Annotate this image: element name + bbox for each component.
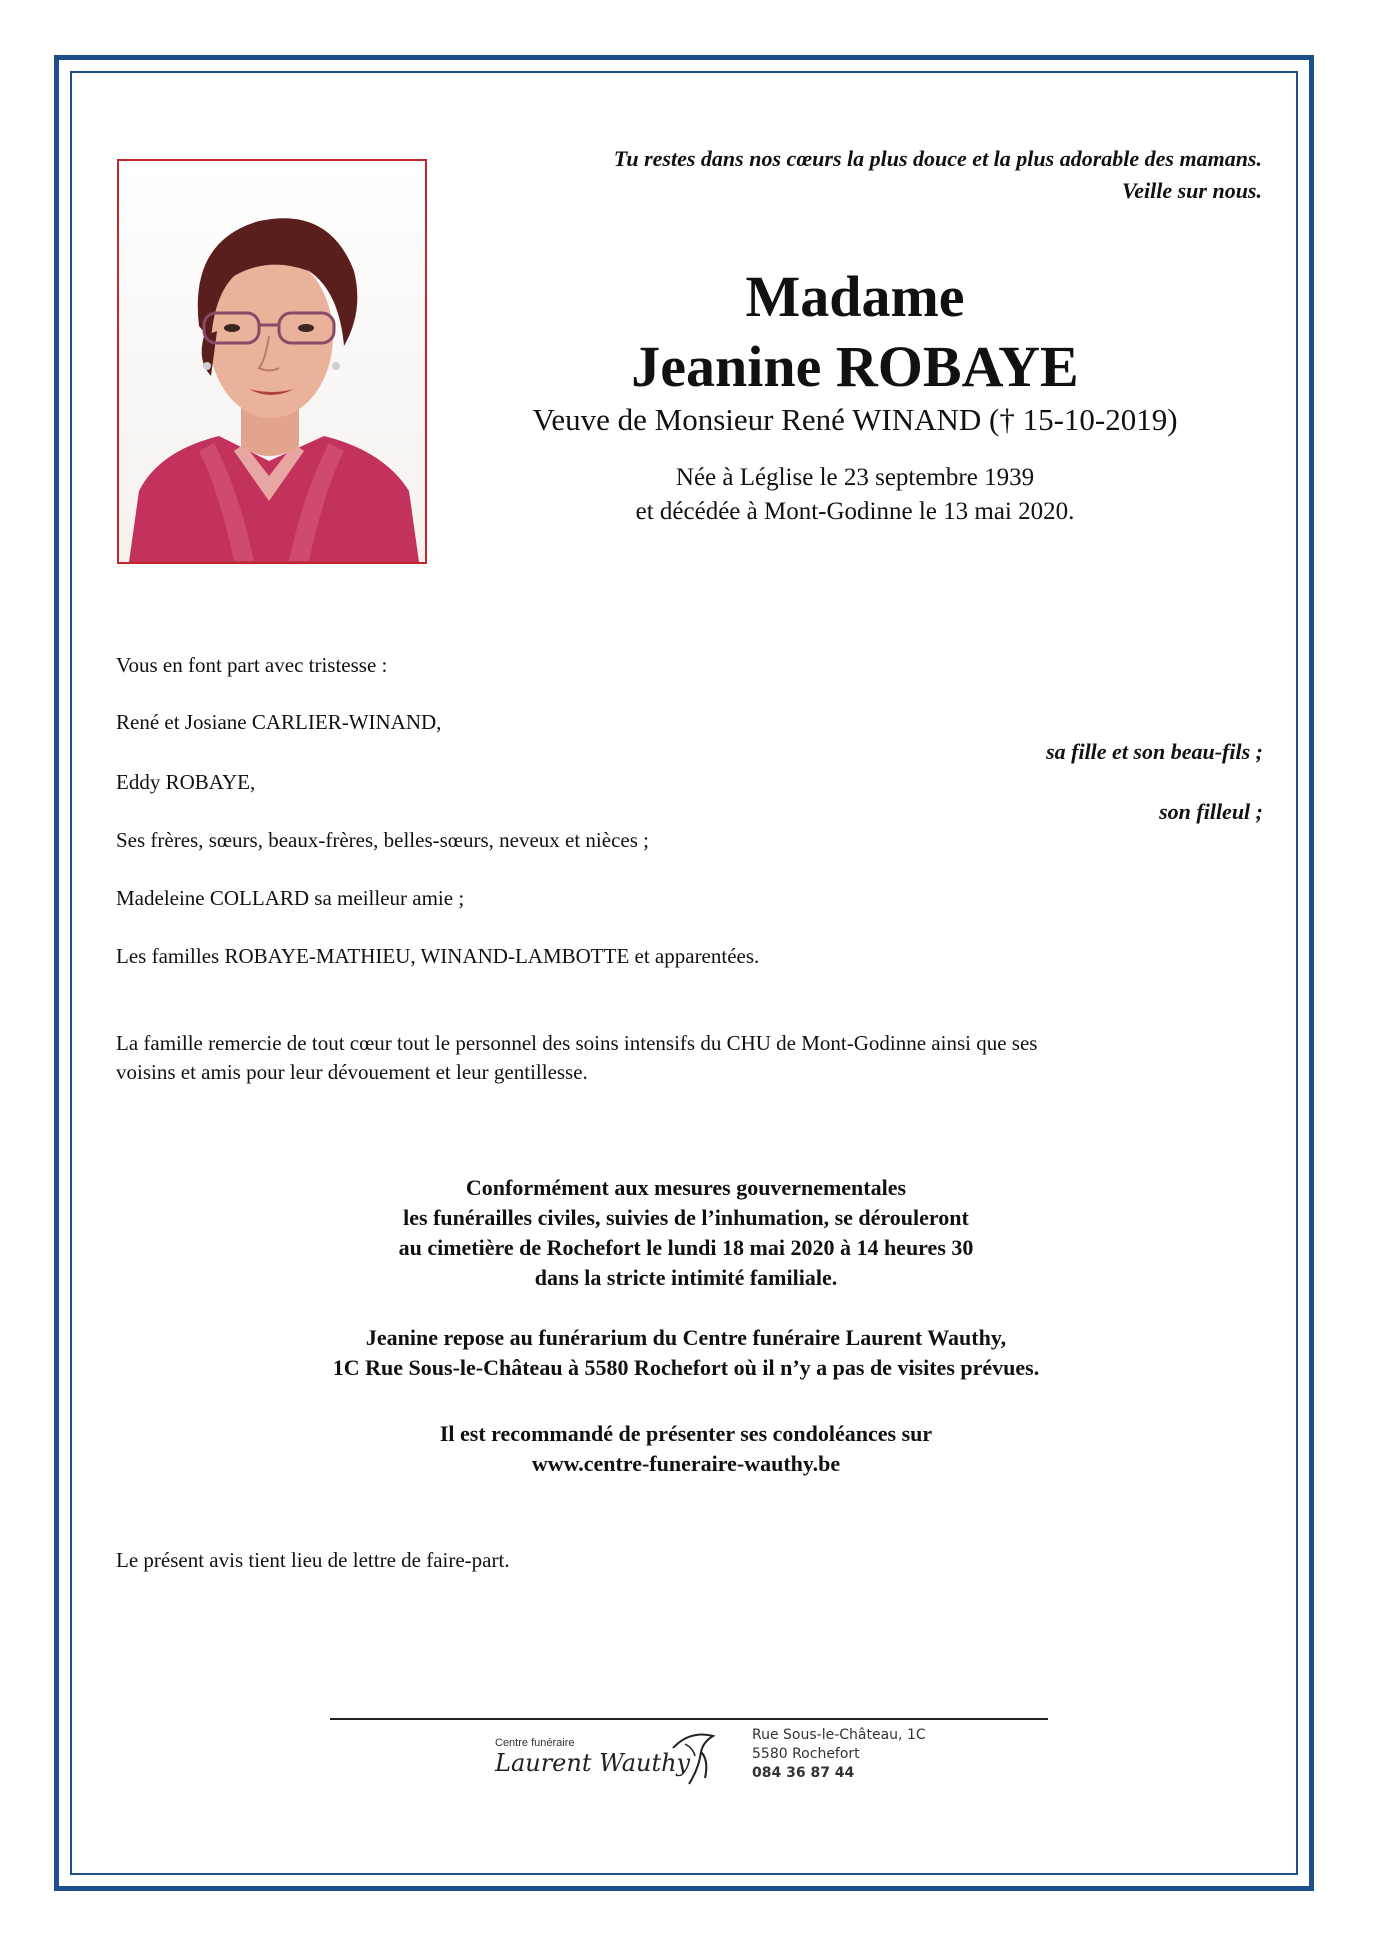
widow-line: Veuve de Monsieur René WINAND († 15-10-2019) bbox=[532, 402, 1178, 437]
deceased-title: Madame bbox=[745, 264, 965, 329]
funeral-line: Jeanine repose au funérarium du Centre funéraire Laurent Wauthy, bbox=[365, 1325, 1007, 1350]
deceased-name: Jeanine ROBAYE bbox=[631, 334, 1079, 399]
logo-name: Laurent Wauthy bbox=[495, 1749, 691, 1777]
footer-address bbox=[752, 1726, 926, 1783]
announcer-name: Les familles ROBAYE-MATHIEU, WINAND-LAMBOTTE et apparentées. bbox=[116, 944, 760, 968]
closing-note: Le présent avis tient lieu de lettre de faire-part. bbox=[116, 1548, 510, 1572]
logo-caption: Centre funéraire bbox=[495, 1737, 575, 1749]
lily-icon bbox=[665, 1728, 725, 1790]
dates-block bbox=[445, 461, 1265, 529]
announcers-intro: Vous en font part avec tristesse : bbox=[116, 653, 388, 677]
thanks-line-1: La famille remercie de tout cœur tout le personnel des soins intensifs du CHU de Mont-Godinne ainsi que ses bbox=[116, 1031, 1038, 1055]
announcer-name: Ses frères, sœurs, beaux-frères, belles-sœurs, neveux et nièces ; bbox=[116, 828, 649, 852]
funeral-paragraph-2 bbox=[116, 1323, 1256, 1383]
birth-line: Née à Léglise le 23 septembre 1939 bbox=[675, 464, 1035, 491]
address-line-2: 5580 Rochefort bbox=[752, 1746, 860, 1762]
epigraph-line-2: Veille sur nous. bbox=[1122, 178, 1262, 203]
announcer-role: sa fille et son beau-fils ; bbox=[1046, 739, 1263, 764]
portrait-illustration bbox=[119, 161, 425, 562]
footer-divider bbox=[330, 1718, 1048, 1720]
announcer-name: Madeleine COLLARD sa meilleur amie ; bbox=[116, 886, 465, 910]
funeral-line: Conformément aux mesures gouvernementales bbox=[465, 1175, 907, 1200]
epigraph bbox=[462, 143, 1262, 207]
funeral-line: les funérailles civiles, suivies de l’inhumation, se dérouleront bbox=[403, 1205, 969, 1230]
funeral-line: 1C Rue Sous-le-Château à 5580 Rochefort où il n’y a pas de visites prévues. bbox=[332, 1355, 1040, 1380]
funeral-paragraph-1 bbox=[116, 1173, 1256, 1293]
thanks-paragraph bbox=[116, 1029, 1256, 1087]
thanks-line-2: voisins et amis pour leur dévouement et leur gentillesse. bbox=[116, 1060, 588, 1084]
death-line: et décédée à Mont-Godinne le 13 mai 2020. bbox=[635, 498, 1075, 525]
website-link[interactable]: www.centre-funeraire-wauthy.be bbox=[531, 1451, 841, 1476]
funeral-paragraph-3 bbox=[116, 1419, 1256, 1479]
announcer-name: Eddy ROBAYE, bbox=[116, 770, 256, 794]
funeral-line: au cimetière de Rochefort le lundi 18 mai 2020 à 14 heures 30 bbox=[398, 1235, 974, 1260]
epigraph-line-1: Tu restes dans nos cœurs la plus douce et la plus adorable des mamans. bbox=[613, 146, 1262, 171]
phone-number: 084 36 87 44 bbox=[752, 1765, 855, 1781]
portrait-photo bbox=[117, 159, 427, 564]
funeral-line: dans la stricte intimité familiale. bbox=[534, 1265, 838, 1290]
announcer-name: René et Josiane CARLIER-WINAND, bbox=[116, 710, 442, 734]
announcer-role: son filleul ; bbox=[1159, 799, 1263, 824]
condolences-line: Il est recommandé de présenter ses condoléances sur bbox=[439, 1421, 933, 1446]
address-line-1: Rue Sous-le-Château, 1C bbox=[752, 1727, 926, 1743]
